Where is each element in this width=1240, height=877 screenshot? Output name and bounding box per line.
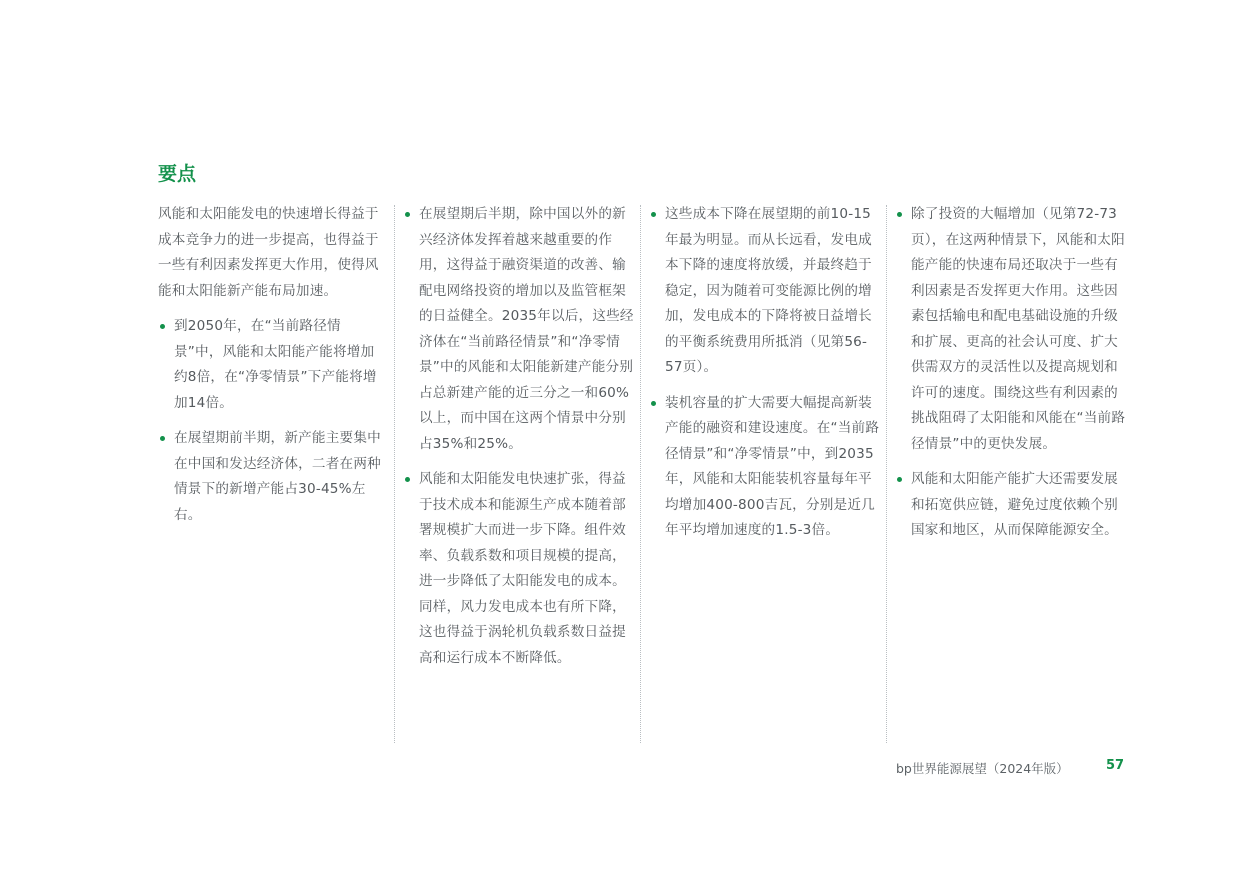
text-column-3: [649, 202, 881, 554]
bullet-item: 风能和太阳能产能扩大还需要发展和拓宽供应链，避免过度依赖个别国家和地区，从而保障能源安全。: [895, 467, 1127, 544]
column-divider: [640, 205, 641, 743]
page-number: 57: [1106, 758, 1125, 773]
column-divider: [886, 205, 887, 743]
section-heading: 要点: [158, 163, 197, 185]
intro-paragraph: 风能和太阳能发电的快速增长得益于成本竞争力的进一步提高，也得益于一些有利因素发挥更大作用，使得风能和太阳能新产能布局加速。: [158, 206, 379, 299]
text-column-2: [403, 202, 635, 681]
bullet-item: 这些成本下降在展望期的前10-15年最为明显。而从长远看，发电成本下降的速度将放缓，并最终趋于稳定，因为随着可变能源比例的增加，发电成本的下降将被日益增长的平衡系统费用所抵消（见第56-57页）。: [649, 202, 881, 381]
bullet-item: 除了投资的大幅增加（见第72-73页），在这两种情景下，风能和太阳能产能的快速布局还取决于一些有利因素是否发挥更大作用。这些因素包括输电和配电基础设施的升级和扩展、更高的社会认可度、扩大供需双方的灵活性以及提高规划和许可的速度。围绕这些有利因素的挑战阻碍了太阳能和风能在“当前路径情景”中的更快发展。: [895, 202, 1127, 457]
bullet-list: [895, 202, 1127, 544]
column-divider: [394, 205, 395, 743]
bullet-item: 在展望期后半期，除中国以外的新兴经济体发挥着越来越重要的作用，这得益于融资渠道的改善、输配电网络投资的增加以及监管框架的日益健全。2035年以后，这些经济体在“当前路径情景”和“净零情景”中的风能和太阳能新建产能分别占总新建产能的近三分之一和60%以上，而中国在这两个情景中分别占35%和25%。: [403, 202, 635, 457]
text-column-1: [158, 202, 388, 538]
bullet-item: 装机容量的扩大需要大幅提高新装产能的融资和建设速度。在“当前路径情景”和“净零情景”中，到2035年，风能和太阳能装机容量每年平均增加400-800吉瓦，分别是近几年平均增加速度的1.5-3倍。: [649, 391, 881, 544]
bullet-item: 风能和太阳能发电快速扩张，得益于技术成本和能源生产成本随着部署规模扩大而进一步下降。组件效率、负载系数和项目规模的提高，进一步降低了太阳能发电的成本。同样，风力发电成本也有所下降，这也得益于涡轮机负载系数日益提高和运行成本不断降低。: [403, 467, 635, 671]
bullet-list: [649, 202, 881, 544]
bullet-list: [403, 202, 635, 671]
footer-publication-title: bp世界能源展望（2024年版）: [896, 761, 1069, 776]
text-column-4: [895, 202, 1127, 554]
bullet-list: [158, 314, 388, 528]
bullet-item: 在展望期前半期，新产能主要集中在中国和发达经济体，二者在两种情景下的新增产能占30-45%左右。: [158, 426, 388, 528]
bullet-item: 到2050年，在“当前路径情景”中，风能和太阳能产能将增加约8倍，在“净零情景”下产能将增加14倍。: [158, 314, 388, 416]
